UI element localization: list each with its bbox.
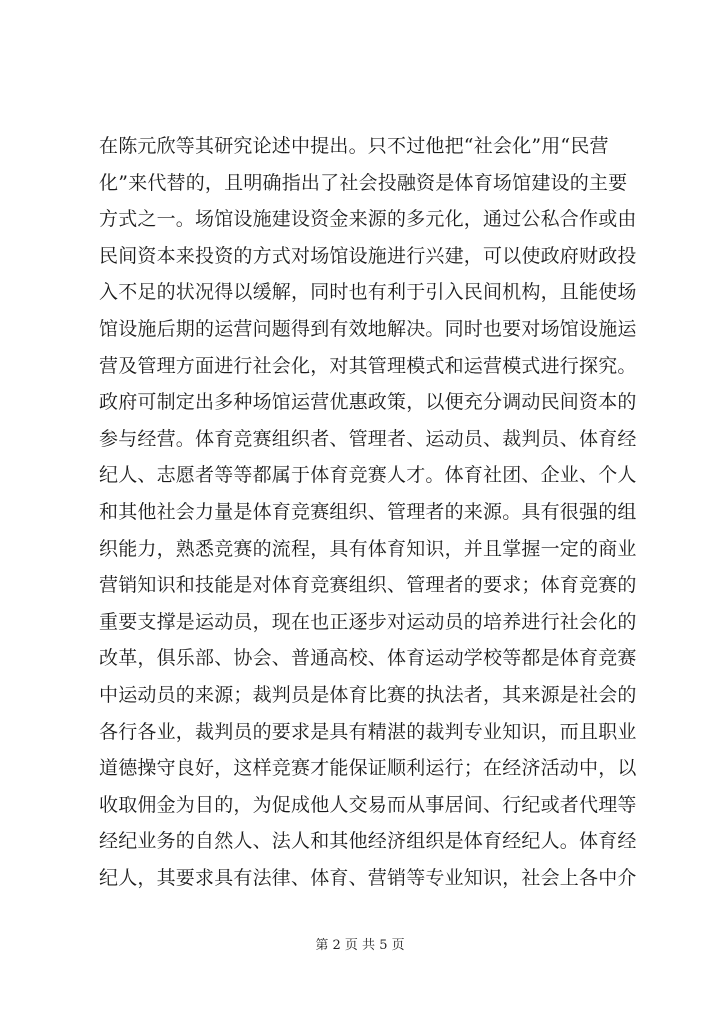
text-line: 纪人、志愿者等等都属于体育竞赛人才。体育社团、企业、个人 <box>99 464 637 487</box>
text-line: 中运动员的来源；裁判员是体育比赛的执法者，其来源是社会的 <box>99 683 637 706</box>
text-line: 各行各业，裁判员的要求是具有精湛的裁判专业知识，而且职业 <box>99 720 637 743</box>
text-line: 方式之一。场馆设施建设资金来源的多元化，通过公私合作或由 <box>99 208 637 231</box>
text-line: 改革，俱乐部、协会、普通高校、体育运动学校等都是体育竞赛 <box>99 647 637 670</box>
text-line: 民间资本来投资的方式对场馆设施进行兴建，可以使政府财政投 <box>99 244 637 267</box>
text-line: 入不足的状况得以缓解，同时也有利于引入民间机构，且能使场 <box>99 281 637 304</box>
body-paragraph <box>99 128 659 896</box>
text-line: 政府可制定出多种场馆运营优惠政策，以便充分调动民间资本的 <box>99 391 637 414</box>
text-line: 参与经营。体育竞赛组织者、管理者、运动员、裁判员、体育经 <box>99 427 637 450</box>
text-line: 馆设施后期的运营问题得到有效地解决。同时也要对场馆设施运 <box>99 317 637 340</box>
text-line: 织能力，熟悉竞赛的流程，具有体育知识，并且掌握一定的商业 <box>99 537 637 560</box>
text-line: 化”来代替的，且明确指出了社会投融资是体育场馆建设的主要 <box>99 171 628 194</box>
text-line: 在陈元欣等其研究论述中提出。只不过他把“社会化”用“民营 <box>99 135 609 157</box>
text-line: 重要支撑是运动员，现在也正逐步对运动员的培养进行社会化的 <box>99 610 637 633</box>
text-line: 营销知识和技能是对体育竞赛组织、管理者的要求；体育竞赛的 <box>99 574 637 597</box>
text-line: 经纪业务的自然人、法人和其他经济组织是体育经纪人。体育经 <box>99 830 637 853</box>
text-line: 收取佣金为目的，为促成他人交易而从事居间、行纪或者代理等 <box>99 793 637 816</box>
text-line: 纪人，其要求具有法律、体育、营销等专业知识，社会上各中介 <box>99 866 637 889</box>
page-number-footer: 第 2 页 共 5 页 <box>315 938 405 953</box>
text-line: 营及管理方面进行社会化，对其管理模式和运营模式进行探究。 <box>99 354 637 377</box>
text-line: 和其他社会力量是体育竞赛组织、管理者的来源。具有很强的组 <box>99 500 637 523</box>
text-line: 道德操守良好，这样竞赛才能保证顺利运行；在经济活动中，以 <box>99 757 637 780</box>
